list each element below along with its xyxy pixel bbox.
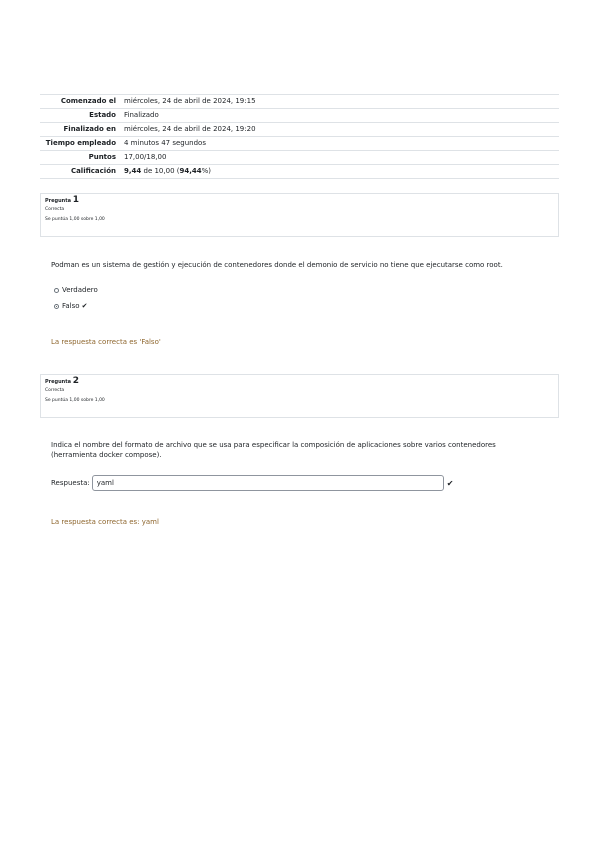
summary-row (40, 95, 559, 109)
summary-label: Finalizado en (63, 125, 116, 133)
correct-answer-feedback: La respuesta correcta es 'Falso' (51, 338, 161, 346)
grade-percent: 94,44 (179, 167, 202, 175)
question-number (45, 197, 554, 204)
summary-value: 4 minutos 47 segundos (124, 139, 206, 147)
summary-value: 17,00/18,00 (124, 153, 167, 161)
attempt-summary-table (40, 94, 559, 179)
answer-input[interactable] (92, 475, 444, 491)
grade-score: 9,44 (124, 167, 142, 175)
summary-row (40, 123, 559, 137)
question-text: Indica el nombre del formato de archivo que se usa para especificar la composición de aplicaciones sobre varios contenedores (herramienta docker compose). (51, 441, 496, 459)
grade-middle: de 10,00 ( (141, 167, 180, 175)
summary-row (40, 137, 559, 151)
summary-value: Finalizado (124, 111, 159, 119)
grade-label: Calificación (70, 167, 116, 175)
question-text: Podman es un sistema de gestión y ejecución de contenedores donde el demonio de servicio no tiene que ejecutarse como root. (51, 261, 503, 269)
radio-button[interactable] (54, 288, 59, 293)
option-label: Verdadero (62, 286, 98, 294)
answer-row (51, 475, 453, 491)
question-number-value: 2 (72, 376, 79, 386)
radio-button-checked[interactable] (54, 304, 59, 309)
question-marks: Se puntúa 1,00 sobre 1,00 (45, 217, 105, 222)
checkmark-icon: ✔ (81, 302, 88, 310)
option-label: Falso (62, 302, 80, 310)
correct-answer-feedback: La respuesta correcta es: yaml (51, 518, 159, 526)
grade-end: %) (201, 167, 212, 175)
question-state: Correcta (45, 388, 65, 393)
question-info-2 (40, 374, 559, 418)
summary-label: Tiempo empleado (45, 139, 116, 147)
checkmark-icon: ✔ (446, 478, 454, 488)
summary-row (40, 151, 559, 165)
summary-label: Estado (89, 111, 116, 119)
summary-row (40, 109, 559, 123)
summary-row-grade (40, 165, 559, 179)
summary-label: Puntos (88, 153, 116, 161)
question-number (45, 378, 554, 385)
question-marks: Se puntúa 1,00 sobre 1,00 (45, 398, 105, 403)
summary-value: miércoles, 24 de abril de 2024, 19:20 (124, 125, 256, 133)
summary-value: miércoles, 24 de abril de 2024, 19:15 (124, 97, 256, 105)
question-state: Correcta (45, 207, 65, 212)
answer-label: Respuesta: (51, 479, 90, 487)
question-prefix: Pregunta (45, 379, 71, 385)
question-info-1 (40, 193, 559, 237)
question-number-value: 1 (72, 195, 79, 205)
grade-value (121, 165, 559, 179)
answer-option-verdadero[interactable] (54, 286, 98, 295)
summary-label: Comenzado el (60, 97, 116, 105)
answer-option-falso[interactable] (54, 302, 87, 311)
question-prefix: Pregunta (45, 198, 71, 204)
